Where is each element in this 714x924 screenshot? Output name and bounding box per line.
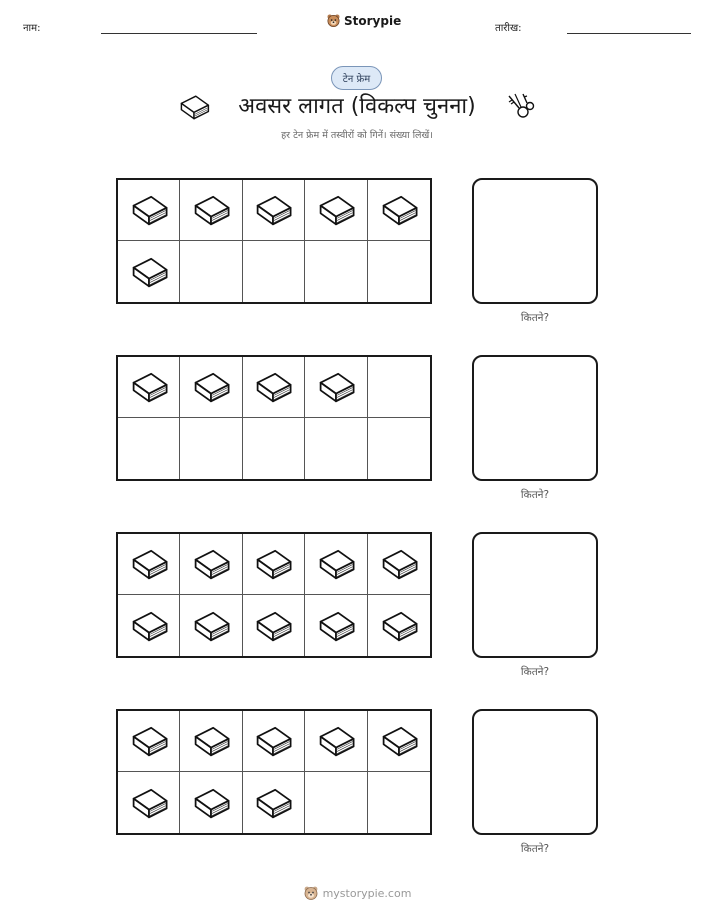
book-icon bbox=[189, 785, 233, 821]
book-icon bbox=[377, 546, 421, 582]
page-title: अवसर लागत (विकल्प चुनना) bbox=[238, 94, 476, 119]
ten-frame-3 bbox=[116, 532, 432, 658]
answer-label-3: कितने? bbox=[520, 666, 550, 678]
ten-frame-2 bbox=[116, 355, 432, 481]
ten-frame-cell bbox=[118, 357, 180, 418]
ten-frame-cell bbox=[180, 357, 242, 418]
ten-frame-cell bbox=[368, 711, 430, 772]
answer-label-1: कितने? bbox=[520, 312, 550, 324]
ten-frame-cell bbox=[305, 772, 367, 833]
date-label: तारीख: bbox=[495, 23, 522, 34]
ten-frame-cell bbox=[305, 418, 367, 479]
ten-frame-cell bbox=[368, 595, 430, 656]
book-icon bbox=[251, 369, 295, 405]
answer-label-4: कितने? bbox=[520, 843, 550, 855]
footer bbox=[0, 885, 714, 901]
book-icon bbox=[251, 723, 295, 759]
book-icon bbox=[189, 608, 233, 644]
book-icon bbox=[127, 192, 171, 228]
ten-frame-cell bbox=[368, 418, 430, 479]
ten-frame-cell bbox=[243, 534, 305, 595]
book-icon bbox=[314, 723, 358, 759]
book-icon bbox=[127, 785, 171, 821]
book-icon bbox=[314, 608, 358, 644]
ten-frame-cell bbox=[243, 357, 305, 418]
ten-frame-cell bbox=[118, 772, 180, 833]
ten-frame-cell bbox=[118, 241, 180, 302]
book-icon bbox=[189, 369, 233, 405]
answer-box-2[interactable] bbox=[472, 355, 598, 481]
ten-frame-cell bbox=[180, 534, 242, 595]
keys-icon bbox=[503, 92, 535, 122]
ten-frame-cell bbox=[180, 241, 242, 302]
ten-frame-cell bbox=[305, 180, 367, 241]
ten-frame-1 bbox=[116, 178, 432, 304]
ten-frame-cell bbox=[243, 595, 305, 656]
ten-frame-cell bbox=[368, 241, 430, 302]
book-icon bbox=[314, 192, 358, 228]
ten-frame-cell bbox=[243, 180, 305, 241]
ten-frame-cell bbox=[368, 180, 430, 241]
topic-badge: टेन फ्रेम bbox=[331, 66, 382, 90]
instructions: हर टेन फ्रेम में तस्वीरों को गिनें। संख्या लिखें। bbox=[281, 130, 433, 141]
ten-frame-cell bbox=[243, 241, 305, 302]
ten-frame-cell bbox=[180, 711, 242, 772]
ten-frame-cell bbox=[305, 711, 367, 772]
brand-logo bbox=[326, 13, 401, 28]
name-line[interactable] bbox=[101, 33, 257, 34]
book-icon bbox=[127, 254, 171, 290]
book-icon bbox=[189, 723, 233, 759]
book-icon bbox=[251, 546, 295, 582]
book-icon bbox=[314, 369, 358, 405]
book-icon bbox=[377, 192, 421, 228]
book-icon bbox=[377, 723, 421, 759]
ten-frame-cell bbox=[305, 534, 367, 595]
book-icon bbox=[251, 785, 295, 821]
ten-frame-cell bbox=[305, 241, 367, 302]
bear-icon bbox=[303, 885, 319, 901]
ten-frame-cell bbox=[368, 772, 430, 833]
ten-frame-cell bbox=[243, 772, 305, 833]
ten-frame-cell bbox=[180, 772, 242, 833]
ten-frame-cell bbox=[180, 595, 242, 656]
ten-frame-cell bbox=[118, 711, 180, 772]
ten-frame-cell bbox=[118, 534, 180, 595]
answer-box-3[interactable] bbox=[472, 532, 598, 658]
ten-frame-cell bbox=[305, 595, 367, 656]
book-icon bbox=[251, 608, 295, 644]
book-icon bbox=[377, 608, 421, 644]
book-icon bbox=[127, 369, 171, 405]
book-icon bbox=[127, 608, 171, 644]
ten-frame-cell bbox=[305, 357, 367, 418]
ten-frame-cell bbox=[118, 180, 180, 241]
answer-box-1[interactable] bbox=[472, 178, 598, 304]
book-icon bbox=[189, 192, 233, 228]
ten-frame-cell bbox=[243, 418, 305, 479]
book-icon bbox=[251, 192, 295, 228]
footer-url: mystorypie.com bbox=[322, 886, 412, 900]
ten-frame-cell bbox=[118, 418, 180, 479]
ten-frame-4 bbox=[116, 709, 432, 835]
book-icon bbox=[127, 546, 171, 582]
ten-frame-cell bbox=[180, 418, 242, 479]
ten-frame-cell bbox=[243, 711, 305, 772]
bear-icon bbox=[326, 13, 341, 28]
ten-frame-cell bbox=[118, 595, 180, 656]
ten-frame-cell bbox=[180, 180, 242, 241]
book-icon bbox=[314, 546, 358, 582]
book-icon bbox=[127, 723, 171, 759]
date-line[interactable] bbox=[567, 33, 691, 34]
answer-box-4[interactable] bbox=[472, 709, 598, 835]
answer-label-2: कितने? bbox=[520, 489, 550, 501]
ten-frame-cell bbox=[368, 534, 430, 595]
ten-frame-cell bbox=[368, 357, 430, 418]
book-icon bbox=[189, 546, 233, 582]
brand-name: Storypie bbox=[344, 13, 402, 28]
name-label: नाम: bbox=[23, 23, 41, 34]
